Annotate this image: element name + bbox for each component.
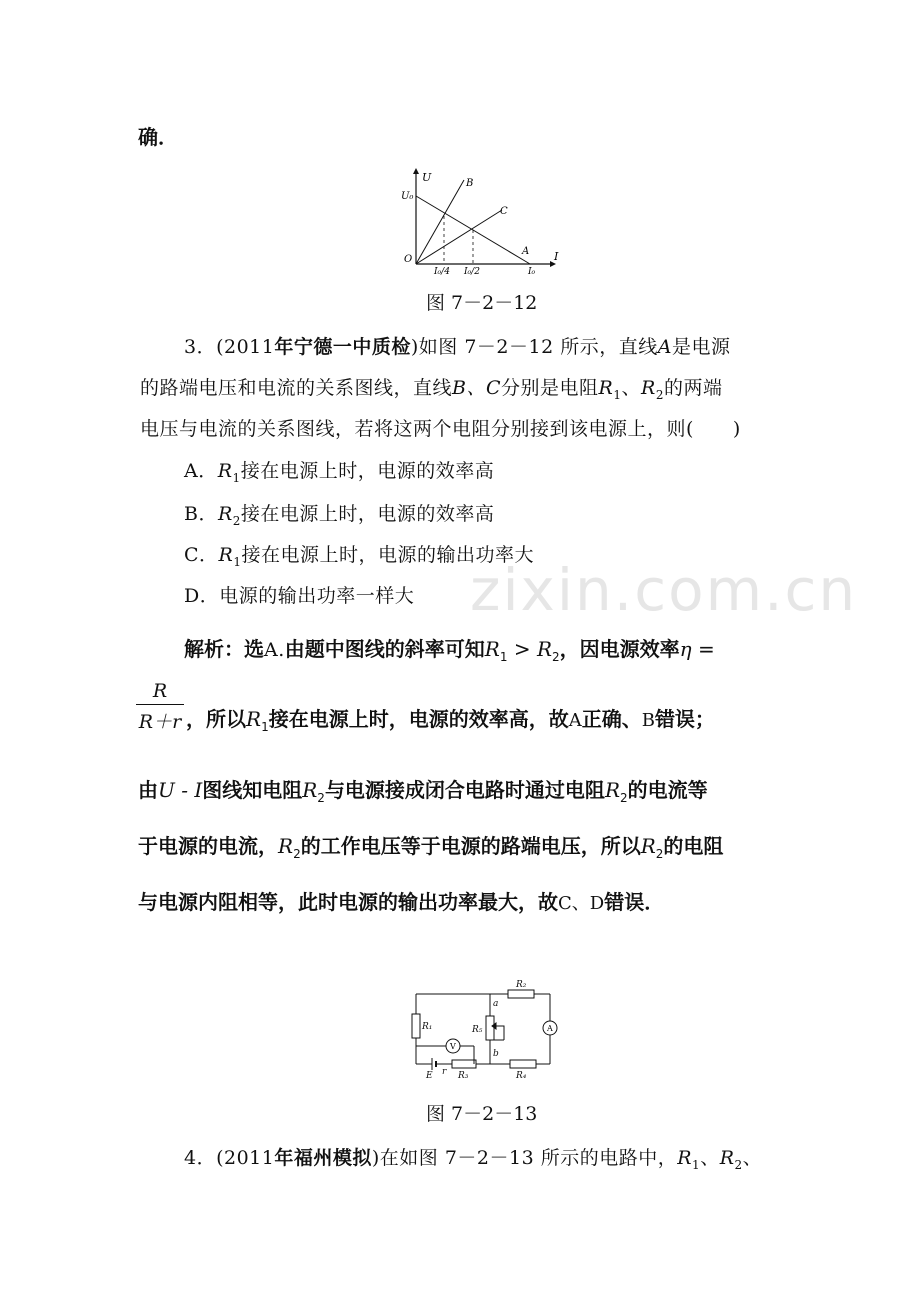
letter: A <box>568 710 582 731</box>
q4-text: )在如图 7－2－13 所示的电路中， <box>371 1147 678 1169</box>
sub: 2 <box>655 847 664 861</box>
solution-line1 <box>184 633 715 664</box>
solution-line5 <box>138 886 664 915</box>
resistor-r3 <box>452 1060 476 1068</box>
label-i0-2: I₀/2 <box>464 267 480 276</box>
label-o: O <box>404 254 413 265</box>
slider-wire <box>496 1026 504 1040</box>
label-a: A <box>522 246 530 257</box>
solution-text: 接在电源上时，电源的效率高，故 <box>268 707 569 731</box>
option-text: 接在电源上时，电源的效率高 <box>240 503 495 525</box>
q3-text: 的路端电压和电流的关系图线，直线 <box>140 377 453 399</box>
var-r: R <box>217 460 233 482</box>
label-a-node: a <box>493 999 499 1009</box>
line-c <box>416 210 502 264</box>
figure-7-2-13 <box>404 976 570 1082</box>
solution-text: 的电流等 <box>627 778 708 802</box>
figure-caption-13: 图 7－2－13 <box>426 1103 538 1125</box>
label-b-node: b <box>493 1049 499 1059</box>
q4-line1 <box>184 1143 762 1172</box>
sub: 2 <box>734 1157 743 1172</box>
fraction-numerator: R <box>152 680 168 702</box>
fraction-denominator: R＋r <box>138 711 182 733</box>
letter: B <box>641 710 655 731</box>
q3-var-a: A <box>657 336 672 358</box>
q3-text: 是电源 <box>671 336 731 358</box>
var-r: R <box>640 834 656 858</box>
figure-7-2-12 <box>398 166 568 276</box>
sub: 1 <box>233 554 242 569</box>
label-r4: R₄ <box>516 1071 527 1081</box>
solution-text: 由 <box>138 778 158 802</box>
sub: 1 <box>261 720 269 734</box>
q3-text: 分别是电阻 <box>501 377 599 399</box>
sub: 2 <box>317 791 325 805</box>
resistor-r5 <box>486 1016 494 1040</box>
option-a <box>184 456 494 485</box>
option-label: D． <box>184 585 220 607</box>
label-i0: I₀ <box>528 267 536 276</box>
label-u: U <box>422 171 432 184</box>
label-r2: R₂ <box>516 980 527 990</box>
solution-line2 <box>186 703 715 734</box>
option-label: C． <box>184 544 219 566</box>
sub: 2 <box>655 387 664 402</box>
eta: η <box>679 637 692 661</box>
var-r: R <box>604 778 620 802</box>
q3-text: )如图 7－2－12 所示，直线 <box>410 336 658 358</box>
label-r5: R₅ <box>472 1025 483 1035</box>
label-i0-4: I₀/4 <box>434 267 450 276</box>
letters: C、D <box>558 893 605 914</box>
fraction-bar <box>136 704 184 705</box>
eq: = <box>691 637 715 661</box>
sub: 2 <box>232 513 241 528</box>
dun: 、 <box>742 1147 763 1169</box>
option-b <box>184 499 494 528</box>
resistor-r2 <box>508 990 534 998</box>
option-label: B． <box>184 503 218 525</box>
var-r: R <box>536 637 553 661</box>
sub: 2 <box>293 847 301 861</box>
q3-line2 <box>140 373 722 402</box>
var-r: R <box>278 834 294 858</box>
option-text: 接在电源上时，电源的输出功率大 <box>241 544 535 566</box>
label-b: B <box>466 178 474 189</box>
q4-source: 年福州模拟 <box>274 1147 372 1169</box>
dun: 、 <box>621 377 642 399</box>
watermark: zixin.com.cn <box>470 556 858 624</box>
label-e: E <box>426 1071 433 1081</box>
q3-number: 3．(2011 <box>184 336 275 358</box>
var-r: R <box>217 503 233 525</box>
q3-text: 的两端 <box>663 377 723 399</box>
label-c: C <box>500 206 508 217</box>
sub: 2 <box>552 650 560 664</box>
sub: 1 <box>499 650 508 664</box>
u-i: U - I <box>158 778 203 802</box>
var-r: R <box>218 544 234 566</box>
sub: 1 <box>232 470 241 485</box>
slider-arrow <box>492 1023 496 1029</box>
label-r3: R₃ <box>458 1071 469 1081</box>
sub: 1 <box>613 387 622 402</box>
ammeter-label: A <box>547 1024 553 1033</box>
resistor-r1 <box>412 1014 420 1038</box>
option-text: 接在电源上时，电源的效率高 <box>240 460 495 482</box>
solution-text: 的工作电压等于电源的路端电压，所以 <box>300 834 641 858</box>
q3-var-bc: B、C <box>452 377 502 399</box>
var-r: R <box>598 377 614 399</box>
solution-text: 的电阻 <box>663 834 724 858</box>
var-r: R <box>641 377 656 399</box>
var-r: R <box>677 1147 693 1169</box>
q3-line1 <box>184 332 730 359</box>
dun: 、 <box>700 1147 720 1169</box>
efficiency-fraction <box>136 680 184 734</box>
solution-text: 错误． <box>604 890 665 914</box>
resistor-r4 <box>510 1060 536 1068</box>
answer: A. <box>264 639 285 661</box>
solution-line4 <box>138 830 723 861</box>
figure-caption-12: 图 7－2－12 <box>426 292 538 314</box>
var-r: R <box>246 707 262 731</box>
option-d <box>184 581 414 608</box>
solution-text: 图线知电阻 <box>202 778 303 802</box>
var-r: R <box>302 778 318 802</box>
q3-line3: 电压与电流的关系图线，若将这两个电阻分别接到该电源上，则( ) <box>140 418 741 440</box>
solution-text: 由题中图线的斜率可知 <box>284 637 485 661</box>
solution-text: 于电源的电流， <box>138 834 278 858</box>
var-r: R <box>484 637 500 661</box>
label-r1: R₁ <box>422 1022 433 1032</box>
line-b <box>416 180 464 264</box>
u-axis-arrow <box>413 168 419 174</box>
gt: > <box>507 637 537 661</box>
label-r-internal: r <box>442 1067 447 1077</box>
option-c <box>184 540 534 569</box>
solution-label: 解析：选 <box>184 637 264 661</box>
label-i: I <box>554 250 559 263</box>
solution-text: ，因电源效率 <box>559 637 680 661</box>
option-label: A． <box>184 460 218 482</box>
option-text: 电源的输出功率一样大 <box>219 585 415 607</box>
voltmeter-label: V <box>450 1042 456 1051</box>
solution-text: ，所以 <box>186 707 246 731</box>
solution-text: 正确、 <box>581 707 642 731</box>
label-u0: U₀ <box>401 191 414 202</box>
var-r: R <box>719 1147 735 1169</box>
q3-source: 年宁德一中质检 <box>274 336 411 358</box>
sub: 2 <box>620 791 628 805</box>
solution-text: 与电源接成闭合电路时通过电阻 <box>324 778 605 802</box>
top-fragment: 确． <box>138 125 178 149</box>
sub: 1 <box>692 1157 701 1172</box>
solution-text: 与电源内阻相等，此时电源的输出功率最大，故 <box>138 890 558 914</box>
solution-line3 <box>138 774 708 805</box>
q4-number: 4．(2011 <box>184 1147 275 1169</box>
solution-text: 错误； <box>654 707 715 731</box>
